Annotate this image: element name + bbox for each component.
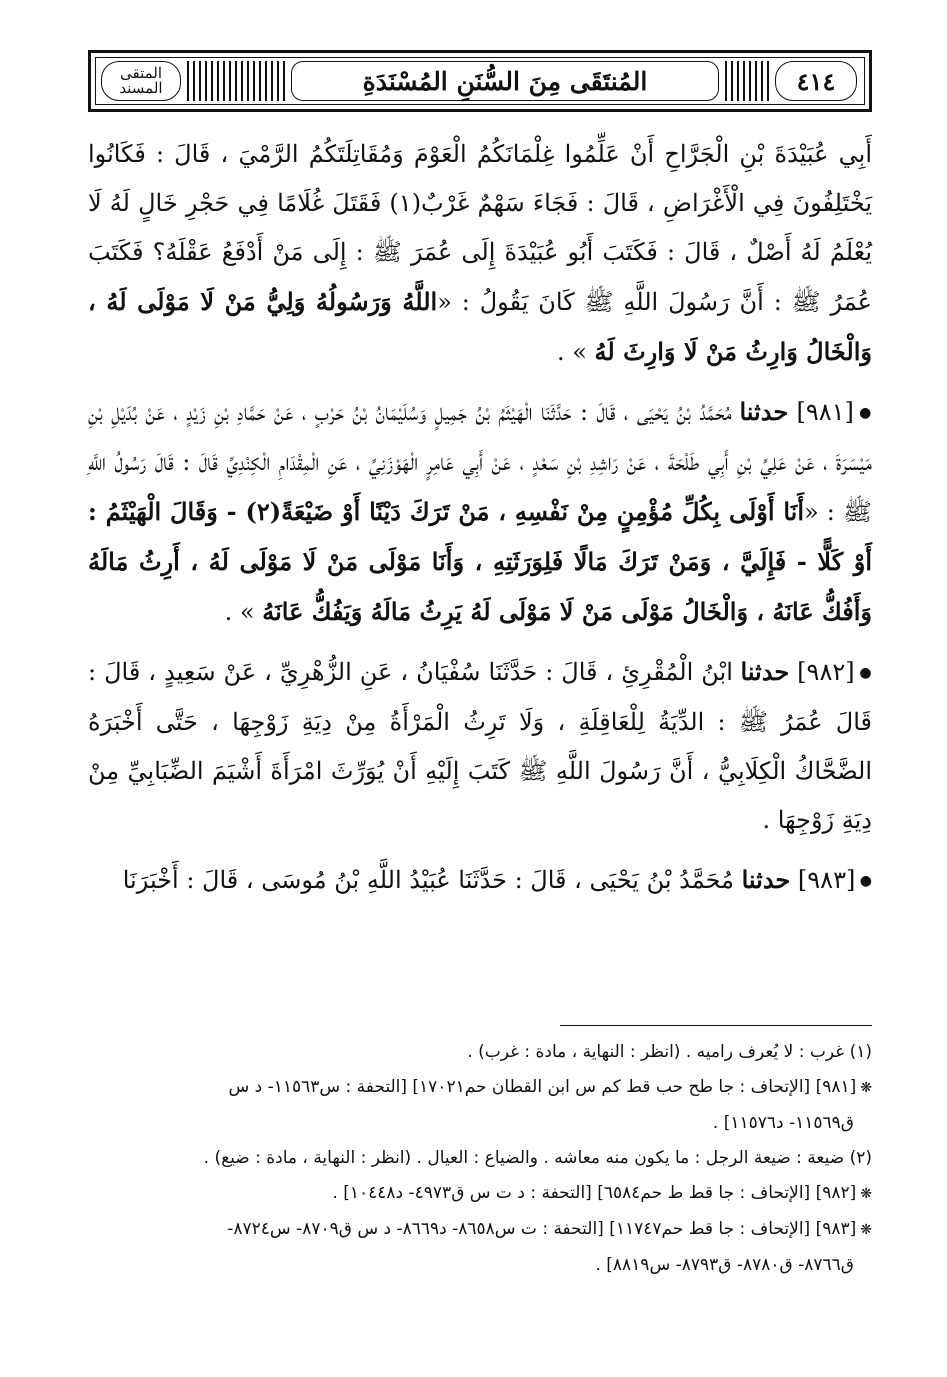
paragraph-text: أَبِي عُبَيْدَةَ بْنِ الْجَرَّاحِ أَنْ عَلِّمُوا غِلْمَانَكُمُ الْعَوْمَ وَمُقَاتِلَتَكُمُ الرَّمْيَ ، قَالَ : فَكَانُوا يَخْتَلِفُونَ فِي الْأَغْرَاضِ ، قَالَ : فَجَاءَ سَهْمٌ غَرْبٌ(١) فَقَتَلَ غُلَامًا فِي حَجْرِ خَالٍ لَهُ لَا يُعْلَمُ لَهُ أَصْلٌ ، قَالَ : فَكَتَبَ أَبُو عُبَيْدَةَ إِلَى عُمَرَ ﷺ : إِلَى مَنْ أَدْفَعُ عَقْلَهُ؟ فَكَتَبَ عُمَرُ ﷺ : أَنَّ رَسُولَ اللَّهِ ﷺ كَانَ يَقُولُ : « <box>88 140 873 316</box>
takhrij-981: ❋ [٩٨١] [الإتحاف : جا طح حب قط كم س ابن القطان حم١٧٠٢١] [التحفة : س١١٥٦٣- د س <box>88 1070 872 1106</box>
footnote-1: (١) غرب : لا يُعرف راميه . (انظر : النهاية ، مادة : غرب) . <box>467 1042 872 1062</box>
page-number-box <box>775 61 857 101</box>
hadith-number: ● [٩٨١] <box>797 398 873 426</box>
footnotes <box>88 1035 872 1283</box>
hadith-982 <box>88 647 872 845</box>
hadith-981 <box>88 387 872 637</box>
hadith-number: ● [٩٨٢] <box>797 658 872 686</box>
haddathana-word: حدثنا <box>741 865 791 894</box>
hadith-number: ● [٩٨٣] <box>798 866 872 894</box>
paragraph-end: » . <box>556 338 595 366</box>
running-title <box>291 61 719 101</box>
haddathana-word: حدثنا <box>740 657 790 686</box>
book-logo <box>101 61 181 101</box>
takhrij-983: ❋ [٩٨٣] [الإتحاف : جا قط حم١١٧٤٧] [التحفة : ت س٨٦٥٨- د٨٦٦٩- د س ق٨٧٠٩- س٨٧٢٤- <box>88 1212 872 1248</box>
takhrij-981-continued: ق١١٥٦٩- د١١٥٧٦] . <box>712 1113 854 1133</box>
isnad-text: مُحَمَّدُ بْنُ يَحْيَى ، قَالَ : حَدَّثَنَا الْهَيْثَمُ بْنُ جَمِيلٍ وَسُلَيْمَانُ بْنُ حَرْبٍ ، عَنْ حَمَّادِ بْنِ زَيْدٍ ، عَنْ بُدَيْلِ بْنِ مَيْسَرَةَ ، عَنْ عَلِيِّ بْنِ أَبِي طَلْحَةَ ، عَنْ رَاشِدِ بْنِ سَعْدٍ ، عَنْ أَبِي عَامِرٍ الْهَوْزَنِيِّ ، عَنِ الْمِقْدَامِ الْكِنْدِيِّ قَالَ : قَالَ رَسُولُ اللَّهِ ﷺ : « <box>88 398 872 526</box>
main-text <box>88 130 872 916</box>
footnote-2: (٢) ضيعة : ضيعة الرجل : ما يكون منه معاشه . والضياع : العيال . (انظر : النهاية ، مادة : ضيع) . <box>203 1148 872 1168</box>
takhrij-982: ❋ [٩٨٢] [الإتحاف : جا قط ط حم٦٥٨٤] [التحفة : د ت س ق٤٩٧٣- د١٠٤٤٨] . <box>88 1176 872 1212</box>
hadith-983 <box>88 855 872 906</box>
paragraph-continuation <box>88 130 872 377</box>
page-header <box>88 50 872 112</box>
header-ornament-right <box>725 61 769 101</box>
book-title: المُنتَقَى مِنَ السُّنَنِ المُسْنَدَةِ <box>362 66 648 96</box>
hadith-text: ابْنُ الْمُقْرِئِ ، قَالَ : حَدَّثَنَا سُفْيَانُ ، عَنِ الزُّهْرِيِّ ، عَنْ سَعِيدٍ ، قَالَ : قَالَ عُمَرُ ﷺ : الدِّيَةُ لِلْعَاقِلَةِ ، وَلَا تَرِثُ الْمَرْأَةُ مِنْ دِيَةِ زَوْجِهَا ، حَتَّى أَخْبَرَهُ الضَّحَّاكُ الْكِلَابِيُّ ، أَنَّ رَسُولَ اللَّهِ ﷺ كَتَبَ إِلَيْهِ أَنْ يُوَرِّثَ امْرَأَةَ أَشْيَمَ الضِّبَابِيِّ مِنْ دِيَةِ زَوْجِهَا . <box>88 658 872 834</box>
isnad-text: مُحَمَّدُ بْنُ يَحْيَى ، قَالَ : حَدَّثَنَا عُبَيْدُ اللَّهِ بْنُ مُوسَى ، قَالَ : أَخْبَرَنَا <box>122 866 742 894</box>
prophetic-quote: أَنَا أَوْلَى بِكُلِّ مُؤْمِنٍ مِنْ نَفْسِهِ ، مَنْ تَرَكَ دَيْنًا أَوْ ضَيْعَةً(٢) - وَقَالَ الْهَيْثَمُ : أَوْ كَلًّا - فَإِلَيَّ ، وَمَنْ تَرَكَ مَالًا فَلِوَرَثَتِهِ ، وَأَنَا مَوْلَى مَنْ لَا مَوْلَى لَهُ ، أَرِثُ مَالَهُ وَأَفُكُّ عَانَهُ ، وَالْخَالُ مَوْلَى مَنْ لَا مَوْلَى لَهُ يَرِثُ مَالَهُ وَيَفُكُّ عَانَهُ <box>88 497 872 626</box>
takhrij-983-continued: ق٨٧٦٦- ق٨٧٨٠- ق٨٧٩٣- س٨٨١٩] . <box>595 1255 854 1275</box>
paragraph-end: » . <box>224 598 263 626</box>
header-ornament-left <box>187 61 285 101</box>
prophetic-quote: اللَّهُ وَرَسُولُهُ وَلِيُّ مَنْ لَا مَوْلَى لَهُ ، وَالْخَالُ وَارِثُ مَنْ لَا وَارِثَ لَهُ <box>88 287 872 366</box>
page-number: ٤١٤ <box>796 66 836 96</box>
footnote-separator <box>560 1025 872 1026</box>
book-logo-text: المتقى المسند <box>119 64 163 97</box>
haddathana-word: حدثنا <box>739 397 789 426</box>
